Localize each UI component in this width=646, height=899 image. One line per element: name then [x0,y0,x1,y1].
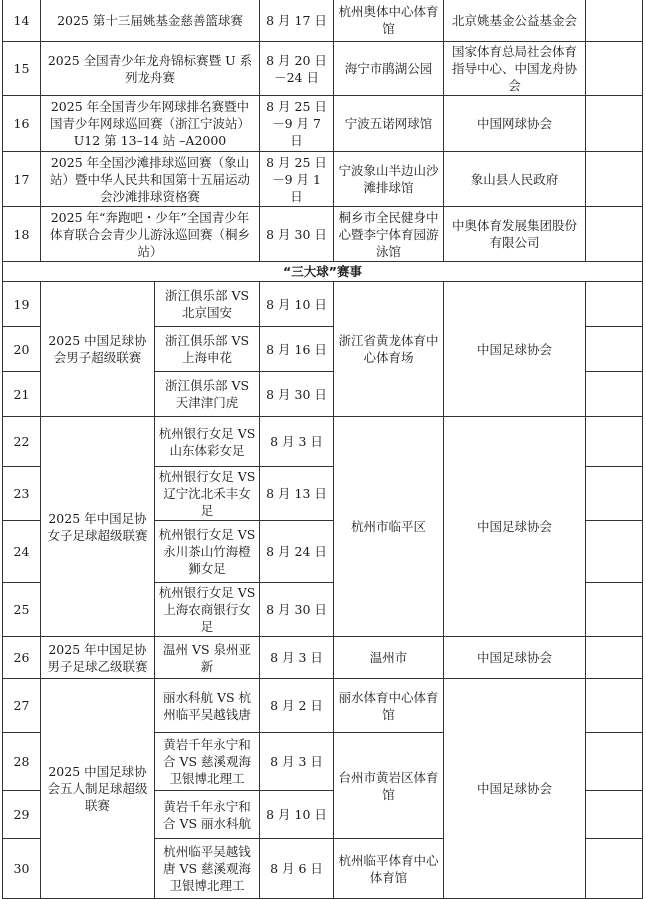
empty-cell [586,96,643,152]
empty-cell [586,521,643,583]
event-organizer: 中奥体育发展集团股份有限公司 [444,207,586,262]
event-name: 2025 年“奔跑吧・少年”全国青少年体育联合会青少儿游泳巡回赛（桐乡站） [41,207,260,262]
table-row [3,152,643,207]
event-venue: 桐乡市全民健身中心暨李宁体育园游泳馆 [334,207,444,262]
event-venue: 浙江省黄龙体育中心体育场 [334,282,444,417]
match-name: 温州 VS 泉州亚新 [155,637,260,679]
row-number: 26 [3,637,41,679]
table-row [3,282,643,327]
row-number: 20 [3,327,41,372]
event-venue: 宁波象山半边山沙滩排球馆 [334,152,444,207]
table-row [3,96,643,152]
table-row [3,679,643,733]
event-name: 2025 中国足球协会五人制足球超级联赛 [41,679,155,899]
empty-cell [586,372,643,417]
row-number: 21 [3,372,41,417]
row-number: 17 [3,152,41,207]
match-name: 杭州银行女足 VS 上海农商银行女足 [155,583,260,637]
match-name: 浙江俱乐部 VS 上海申花 [155,327,260,372]
event-venue: 杭州奥体中心体育馆 [334,0,444,42]
table-row [3,0,643,42]
empty-cell [586,0,643,42]
event-venue: 台州市黄岩区体育馆 [334,733,444,839]
event-organizer: 中国足球协会 [444,679,586,899]
row-number: 27 [3,679,41,733]
event-date: 8 月 3 日 [260,733,334,791]
match-name: 丽水科航 VS 杭州临平吴越钱唐 [155,679,260,733]
event-date: 8 月 13 日 [260,467,334,521]
row-number: 30 [3,839,41,899]
match-name: 黄岩千年永宁和合 VS 慈溪观海卫银博北理工 [155,733,260,791]
table-row [3,42,643,96]
event-organizer: 中国足球协会 [444,637,586,679]
event-date: 8 月 25 日－9 月 1 日 [260,152,334,207]
event-date: 8 月 10 日 [260,282,334,327]
empty-cell [586,791,643,839]
event-date: 8 月 3 日 [260,637,334,679]
section-header-row [3,262,643,282]
empty-cell [586,679,643,733]
event-name: 2025 中国足球协会男子超级联赛 [41,282,155,417]
row-number: 14 [3,0,41,42]
event-venue: 宁波五诺网球馆 [334,96,444,152]
empty-cell [586,152,643,207]
event-date: 8 月 30 日 [260,207,334,262]
event-organizer: 中国足球协会 [444,417,586,637]
row-number: 23 [3,467,41,521]
event-date: 8 月 30 日 [260,583,334,637]
event-organizer: 北京姚基金公益基金会 [444,0,586,42]
empty-cell [586,839,643,899]
event-date: 8 月 3 日 [260,417,334,467]
row-number: 18 [3,207,41,262]
row-number: 19 [3,282,41,327]
event-date: 8 月 10 日 [260,791,334,839]
event-organizer: 中国足球协会 [444,282,586,417]
empty-cell [586,207,643,262]
event-date: 8 月 20 日－24 日 [260,42,334,96]
table-row [3,207,643,262]
empty-cell [586,637,643,679]
event-venue: 温州市 [334,637,444,679]
event-organizer: 中国网球协会 [444,96,586,152]
row-number: 16 [3,96,41,152]
event-venue: 海宁市鹃湖公园 [334,42,444,96]
event-date: 8 月 16 日 [260,327,334,372]
table-row [3,637,643,679]
event-name: 2025 全国青少年龙舟锦标赛暨 U 系列龙舟赛 [41,42,260,96]
event-name: 2025 第十三届姚基金慈善篮球赛 [41,0,260,42]
event-name: 2025 年中国足协男子足球乙级联赛 [41,637,155,679]
empty-cell [586,467,643,521]
event-name: 2025 年全国青少年网球排名赛暨中国青少年网球巡回赛（浙江宁波站）U12 第 13–14 站 –A2000 [41,96,260,152]
event-date: 8 月 2 日 [260,679,334,733]
empty-cell [586,282,643,327]
match-name: 杭州银行女足 VS 山东体彩女足 [155,417,260,467]
event-name: 2025 年中国足协女子足球超级联赛 [41,417,155,637]
events-table [2,0,643,899]
match-name: 浙江俱乐部 VS 北京国安 [155,282,260,327]
match-name: 黄岩千年永宁和合 VS 丽水科航 [155,791,260,839]
event-organizer: 国家体育总局社会体育指导中心、中国龙舟协会 [444,42,586,96]
match-name: 浙江俱乐部 VS 天津津门虎 [155,372,260,417]
event-date: 8 月 17 日 [260,0,334,42]
match-name: 杭州银行女足 VS 永川茶山竹海橙狮女足 [155,521,260,583]
match-name: 杭州临平吴越钱唐 VS 慈溪观海卫银博北理工 [155,839,260,899]
section-header: “三大球”赛事 [3,262,643,282]
row-number: 29 [3,791,41,839]
row-number: 28 [3,733,41,791]
event-date: 8 月 6 日 [260,839,334,899]
empty-cell [586,42,643,96]
event-date: 8 月 24 日 [260,521,334,583]
match-name: 杭州银行女足 VS 辽宁沈北禾丰女足 [155,467,260,521]
event-venue: 丽水体育中心体育馆 [334,679,444,733]
event-venue: 杭州临平体育中心体育馆 [334,839,444,899]
row-number: 25 [3,583,41,637]
row-number: 24 [3,521,41,583]
event-organizer: 象山县人民政府 [444,152,586,207]
event-venue: 杭州市临平区 [334,417,444,637]
empty-cell [586,417,643,467]
empty-cell [586,583,643,637]
event-name: 2025 年全国沙滩排球巡回赛（象山站）暨中华人民共和国第十五届运动会沙滩排球资格赛 [41,152,260,207]
row-number: 22 [3,417,41,467]
table-row [3,417,643,467]
row-number: 15 [3,42,41,96]
empty-cell [586,733,643,791]
empty-cell [586,327,643,372]
event-date: 8 月 30 日 [260,372,334,417]
event-date: 8 月 25 日－9 月 7 日 [260,96,334,152]
